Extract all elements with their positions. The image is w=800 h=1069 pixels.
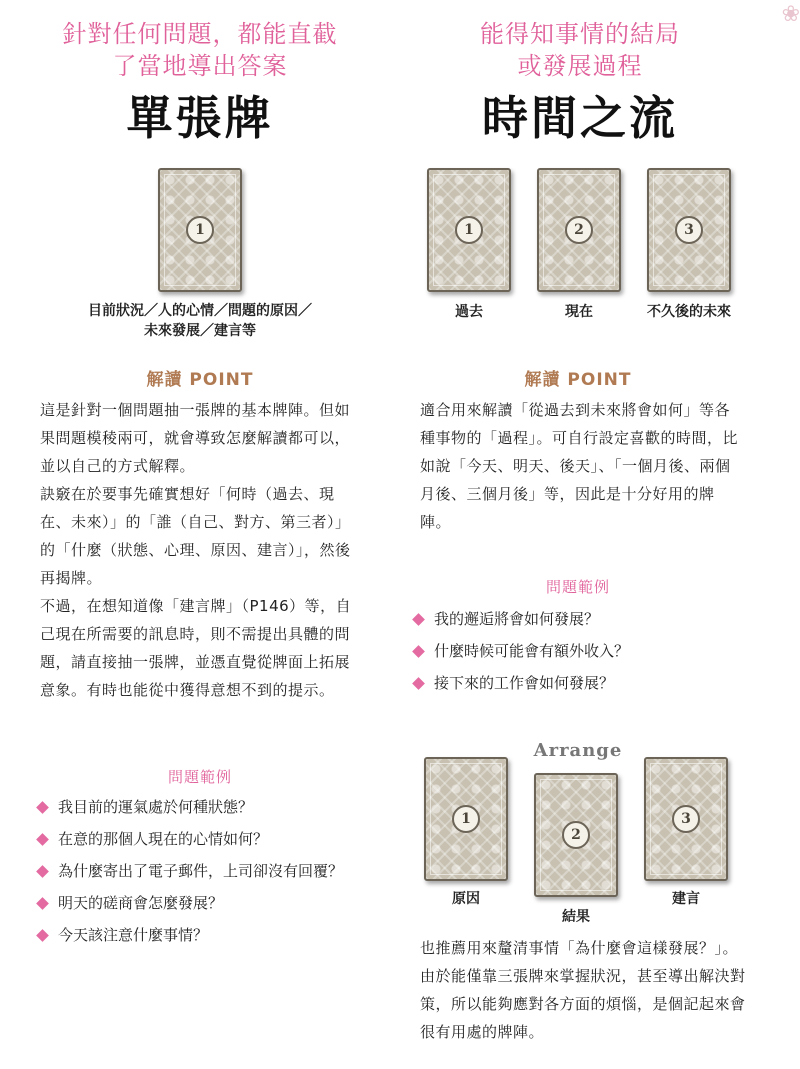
list-item: 接下來的工作會如何發展？ — [412, 672, 742, 695]
right-subtitle-line-2: 或發展過程 — [517, 52, 643, 80]
card-label-past: 過去 — [455, 304, 483, 320]
right-subtitle — [420, 18, 740, 82]
right-title: 時間之流 — [482, 91, 678, 145]
corner-ornament: ❀ — [781, 2, 800, 27]
right-subtitle-line-1: 能得知事情的結局 — [480, 20, 680, 48]
tarot-card-future — [647, 168, 731, 292]
diamond-bullet-icon — [36, 833, 49, 846]
left-subtitle-line-2: 了當地導出答案 — [112, 52, 288, 80]
left-body — [40, 396, 362, 704]
list-item: 什麼時候可能會有額外收入？ — [412, 640, 742, 663]
card-number: 2 — [565, 216, 593, 244]
left-paragraph-3: 不過，在想知道像「建言牌」（P146）等，自己現在所需要的訊息時，則不需提出具體的問題，請直接抽一張牌，並憑直覺從牌面上拓展意象。有時也能從中獲得意想不到的提示。 — [40, 597, 352, 699]
tarot-card-1 — [158, 168, 242, 292]
card-number: 1 — [452, 805, 480, 833]
card-number: 1 — [186, 216, 214, 244]
list-item: 為什麼寄出了電子郵件，上司卻沒有回覆？ — [36, 860, 356, 883]
right-examples-heading: 問題範例 — [545, 578, 610, 596]
diamond-bullet-icon — [36, 897, 49, 910]
arrange-card-advice — [644, 757, 728, 881]
left-card-label-line-2: 未來發展／建言等 — [144, 323, 256, 339]
tarot-card-past — [427, 168, 511, 292]
diamond-bullet-icon — [36, 865, 49, 878]
arrange-paragraph: 也推薦用來釐清事情「為什麼會這樣發展？」。由於能僅靠三張牌來掌握狀況，甚至導出解決對策，所以能夠應對各方面的煩惱，是個記起來會很有用處的牌陣。 — [420, 939, 746, 1041]
list-item: 在意的那個人現在的心情如何？ — [36, 828, 356, 851]
left-card-label-line-1: 目前狀況／人的心情／問題的原因／ — [88, 303, 312, 319]
arrange-label-cause: 原因 — [452, 891, 480, 907]
card-number: 1 — [455, 216, 483, 244]
tarot-card-present — [537, 168, 621, 292]
arrange-heading: Arrange — [533, 740, 623, 761]
card-label-present: 現在 — [565, 304, 593, 320]
list-item: 明天的磋商會怎麼發展？ — [36, 892, 356, 915]
right-examples-list — [412, 608, 742, 704]
left-title: 單張牌 — [126, 91, 274, 145]
diamond-bullet-icon — [412, 645, 425, 658]
arrange-body — [420, 934, 746, 1046]
card-label-future: 不久後的未來 — [647, 304, 731, 320]
diamond-bullet-icon — [36, 801, 49, 814]
list-item: 我目前的運氣處於何種狀態？ — [36, 796, 356, 819]
diamond-bullet-icon — [412, 677, 425, 690]
right-paragraph: 適合用來解讀「從過去到未來將會如何」等各種事物的「過程」。可自行設定喜歡的時間，比如說「今天、明天、後天」、「一個月後、兩個月後、三個月後」等，因此是十分好用的牌陣。 — [420, 401, 739, 531]
diamond-bullet-icon — [36, 929, 49, 942]
left-card-label — [60, 301, 340, 341]
card-number: 2 — [562, 821, 590, 849]
arrange-label-advice: 建言 — [672, 891, 700, 907]
left-subtitle-line-1: 針對任何問題，都能直截 — [62, 20, 338, 48]
list-item: 今天該注意什麼事情？ — [36, 924, 356, 947]
left-subtitle — [40, 18, 360, 82]
right-point-heading: 解讀 POINT — [524, 370, 632, 390]
right-body — [420, 396, 742, 536]
left-examples-heading: 問題範例 — [167, 768, 232, 786]
arrange-label-result: 結果 — [562, 909, 590, 925]
arrange-card-result — [534, 773, 618, 897]
card-number: 3 — [672, 805, 700, 833]
diamond-bullet-icon — [412, 613, 425, 626]
left-paragraph-2: 訣竅在於要事先確實想好「何時（過去、現在、未來）」的「誰（自己、對方、第三者）」的「什麼（狀態、心理、原因、建言）」，然後再揭牌。 — [40, 485, 351, 587]
left-examples-list — [36, 796, 356, 956]
left-paragraph-1: 這是針對一個問題抽一張牌的基本牌陣。但如果問題模稜兩可，就會導致怎麼解讀都可以，並以自己的方式解釋。 — [40, 401, 351, 475]
left-point-heading: 解讀 POINT — [146, 370, 254, 390]
arrange-card-cause — [424, 757, 508, 881]
card-number: 3 — [675, 216, 703, 244]
list-item: 我的邂逅將會如何發展？ — [412, 608, 742, 631]
